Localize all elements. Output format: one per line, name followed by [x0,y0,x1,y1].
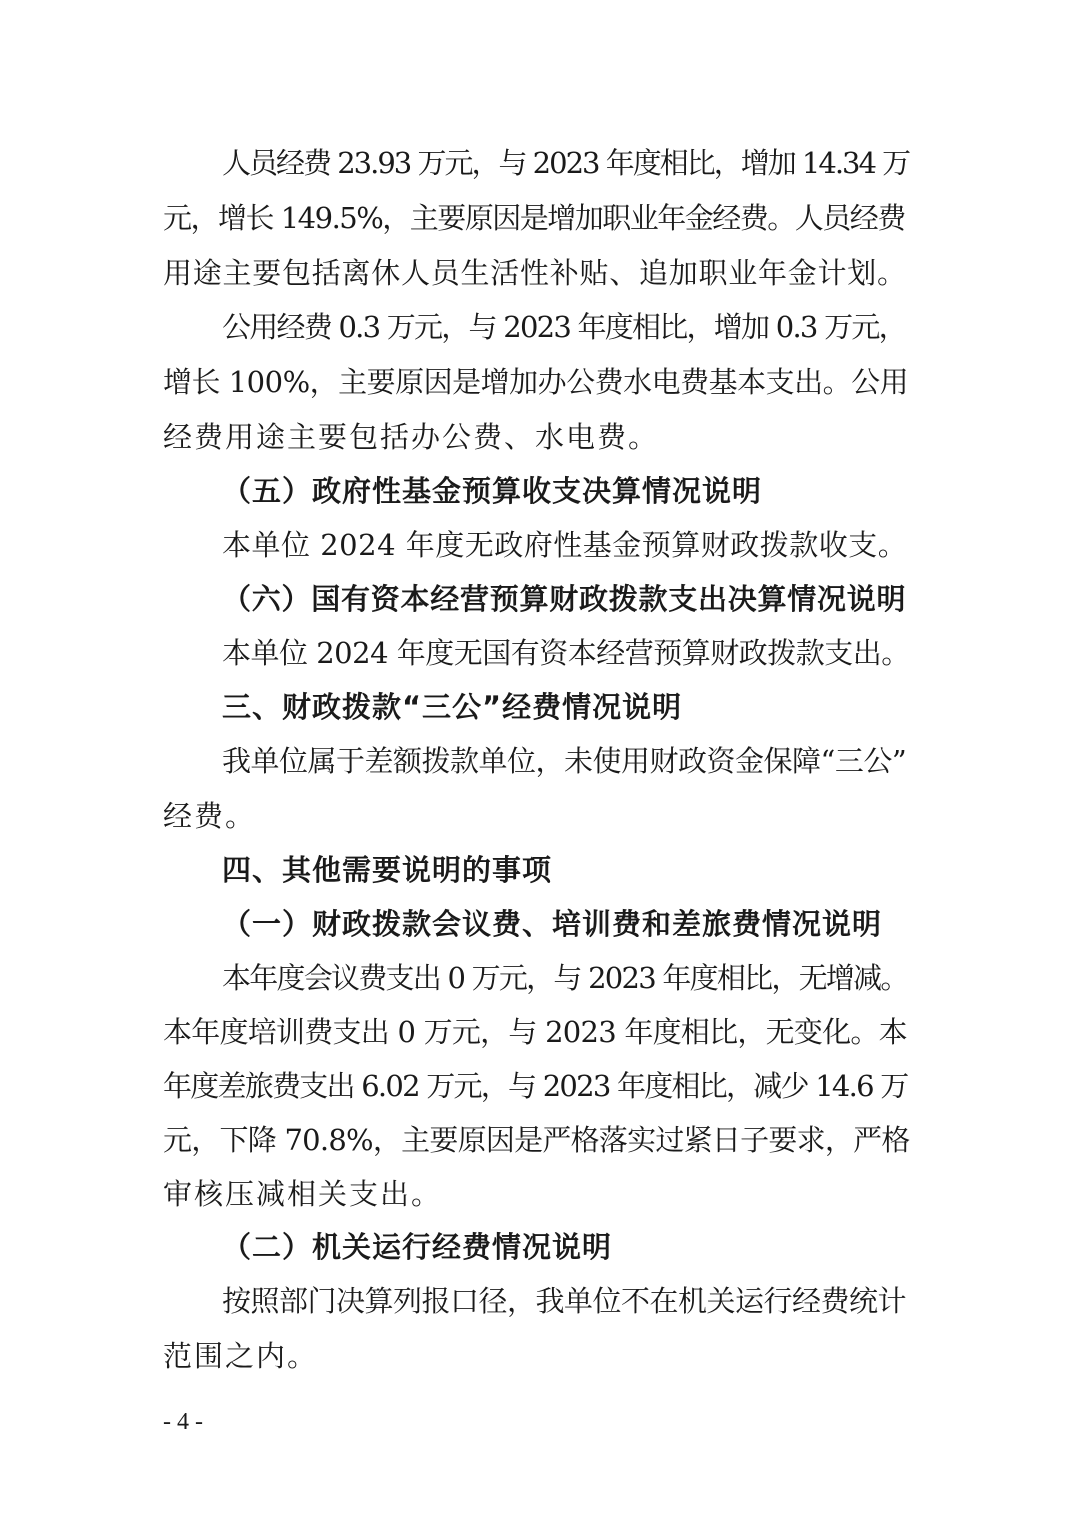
paragraph-text: 用途主要包括离休人员生活性补贴、追加职业年金计划。 [163,256,907,290]
paragraph-line [0,789,1075,843]
paragraph-line [0,410,1075,464]
section-heading [0,897,1075,951]
paragraph-text: 我单位属于差额拨款单位，未使用财政资金保障“三公” [222,744,907,778]
paragraph-line [0,1005,1075,1059]
section-heading [0,843,1075,897]
paragraph-text: 增长 100%，主要原因是增加办公费水电费基本支出。公用 [163,365,909,399]
paragraph-text: 本年度培训费支出 0 万元，与 2023 年度相比，无变化。本 [163,1015,907,1049]
paragraph-line [0,1059,1075,1113]
paragraph-line [0,1113,1075,1167]
paragraph-text: 经费。 [163,799,257,833]
paragraph-line [0,1329,1075,1383]
paragraph-text: 审核压减相关支出。 [163,1177,443,1211]
paragraph-text: 经费用途主要包括办公费、水电费。 [163,420,660,454]
paragraph-text: 元，增长 149.5%，主要原因是增加职业年金经费。人员经费 [163,201,905,235]
heading-text: （五）政府性基金预算收支决算情况说明 [222,474,763,508]
section-heading [0,572,1075,626]
section-heading [0,464,1075,518]
paragraph-text: 按照部门决算列报口径，我单位不在机关运行经费统计 [222,1284,907,1318]
paragraph-line [0,1167,1075,1221]
paragraph-line [0,300,1075,354]
paragraph-text: 本单位 2024 年度无政府性基金预算财政拨款收支。 [222,528,908,562]
paragraph-line [0,951,1075,1005]
paragraph-text: 范围之内。 [163,1339,319,1373]
paragraph-text: 本单位 2024 年度无国有资本经营预算财政拨款支出。 [222,636,910,670]
paragraph-text: 本年度会议费支出 0 万元，与 2023 年度相比，无增减。 [222,961,908,995]
section-heading [0,680,1075,734]
page-number: - 4 - [163,1409,203,1435]
paragraph-line [0,518,1075,572]
paragraph-line [0,246,1075,300]
paragraph-line [0,1274,1075,1328]
heading-text: （六）国有资本经营预算财政拨款支出决算情况说明 [222,582,907,616]
section-heading [0,1220,1075,1274]
paragraph-text: 人员经费 23.93 万元，与 2023 年度相比，增加 14.34 万 [222,146,910,180]
paragraph-line [0,734,1075,788]
paragraph-line [0,626,1075,680]
heading-text: （一）财政拨款会议费、培训费和差旅费情况说明 [222,907,883,941]
paragraph-line [0,355,1075,409]
paragraph-text: 元，下降 70.8%，主要原因是严格落实过紧日子要求，严格 [163,1123,910,1157]
heading-text: （二）机关运行经费情况说明 [222,1230,613,1264]
paragraph-text: 公用经费 0.3 万元，与 2023 年度相比，增加 0.3 万元， [222,310,906,344]
heading-text: 三、财政拨款“三公”经费情况说明 [222,690,683,724]
paragraph-line [0,136,1075,190]
heading-text: 四、其他需要说明的事项 [222,853,553,887]
paragraph-line [0,191,1075,245]
paragraph-text: 年度差旅费支出 6.02 万元，与 2023 年度相比，减少 14.6 万 [163,1069,908,1103]
